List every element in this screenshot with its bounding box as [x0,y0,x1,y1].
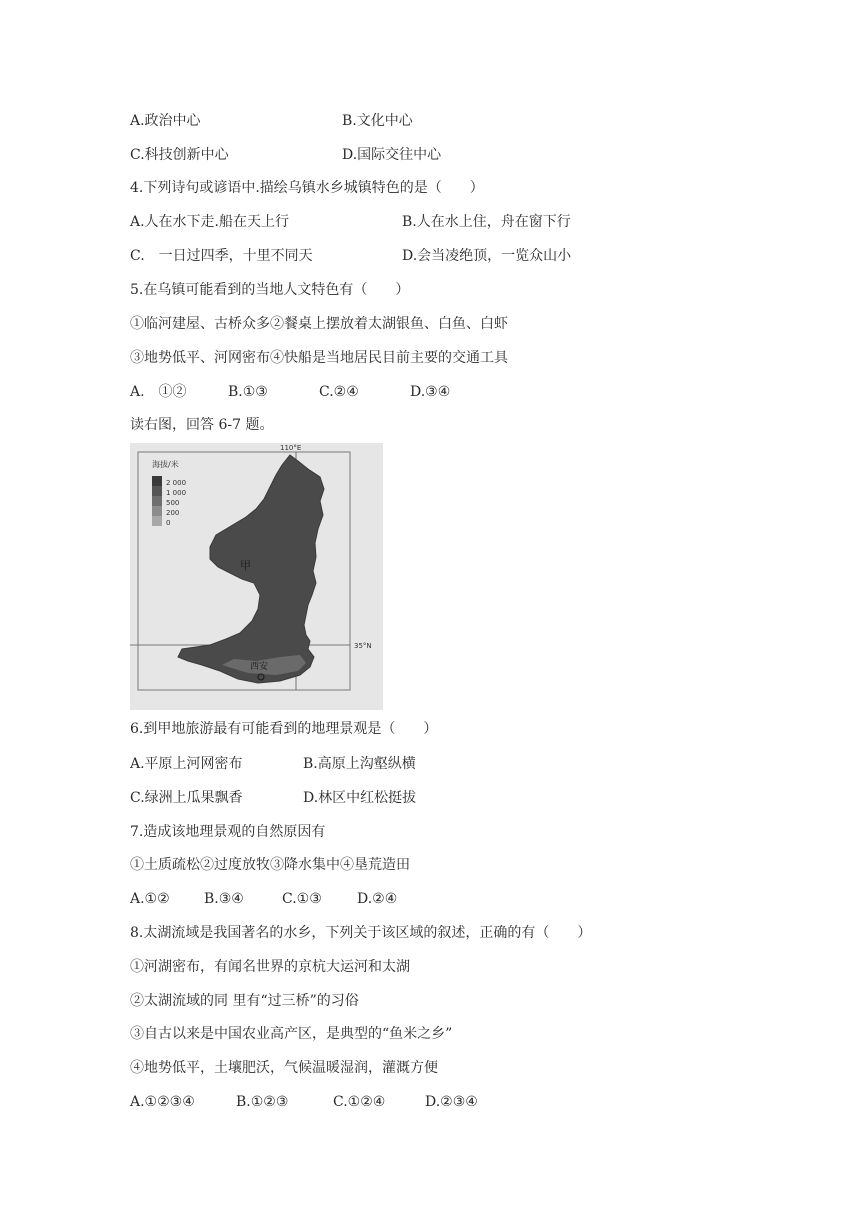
legend-label-2000: 2 000 [166,479,187,487]
q6-option-b: B.高原上沟壑纵横 [303,756,416,772]
q8-option-b: B.①②③ [236,1094,289,1110]
q7-option-a: A.①② [130,891,170,907]
label-jia: 甲 [240,559,251,572]
legend-swatch-2000 [152,476,162,486]
legend-label-200: 200 [166,509,180,517]
legend-swatch-500 [152,496,162,506]
q7-line-1: ①土质疏松②过度放牧③降水集中④垦荒造田 [130,857,410,873]
q5-option-b: B.①③ [228,384,268,400]
q8-line-3: ③自古以来是中国农业高产区，是典型的“鱼米之乡” [130,1026,453,1042]
q7-option-b: B.③④ [204,891,244,907]
q6-option-a: A.平原上河网密布 [130,756,243,772]
legend-title: 海拔/米 [152,460,179,469]
legend-label-500: 500 [166,499,180,507]
q8-stem: 8.太湖流域是我国著名的水乡，下列关于该区域的叙述，正确的有（ ） [130,925,592,941]
q8-line-1: ①河湖密布，有闻名世界的京杭大运河和太湖 [130,959,410,975]
q5-line-2: ③地势低平、河网密布④快船是当地居民目前主要的交通工具 [130,350,508,366]
read-map-instruction: 读右图，回答 6-7 题。 [130,417,274,433]
longitude-label: 110°E [280,444,302,452]
q6-option-d: D.林区中红松挺拔 [303,790,417,806]
label-xian: 西安 [250,662,269,672]
q4-option-d: D.会当凌绝顶，一览众山小 [402,248,572,264]
q3-option-b: B.文化中心 [342,113,413,129]
latitude-label: 35°N [354,642,372,650]
q5-option-a: A. ①② [130,384,187,400]
q6-option-c: C.绿洲上瓜果飘香 [130,790,243,806]
legend-label-1000: 1 000 [166,489,187,497]
q5-option-d: D.③④ [410,384,451,400]
shaanxi-elevation-map [130,443,383,710]
q4-stem: 4.下列诗句或谚语中.描绘乌镇水乡城镇特色的是（ ） [130,180,484,196]
q5-line-1: ①临河建屋、古桥众多②餐桌上摆放着太湖银鱼、白鱼、白虾 [130,316,508,332]
q7-option-d: D.②④ [357,891,398,907]
q3-option-d: D.国际交往中心 [342,147,442,163]
q3-option-a: A.政治中心 [130,113,201,129]
q4-option-c: C. 一日过四季，十里不同天 [130,248,313,264]
legend-label-0: 0 [166,519,171,527]
q6-stem: 6.到甲地旅游最有可能看到的地理景观是（ ） [130,721,438,737]
q5-stem: 5.在乌镇可能看到的当地人文特色有（ ） [130,282,410,298]
q8-line-4: ④地势低平，土壤肥沃，气候温暖湿润，灌溉方便 [130,1060,438,1076]
q7-stem: 7.造成该地理景观的自然原因有 [130,824,326,840]
q8-option-a: A.①②③④ [130,1094,195,1110]
q8-line-2: ②太湖流域的同 里有“过三桥”的习俗 [130,993,359,1009]
legend-swatch-0 [152,516,162,526]
q3-option-c: C.科技创新中心 [130,147,229,163]
legend-swatch-1000 [152,486,162,496]
q8-option-d: D.②③④ [425,1094,478,1110]
q7-option-c: C.①③ [282,891,322,907]
q8-option-c: C.①②④ [333,1094,386,1110]
q4-option-b: B.人在水上住，舟在窗下行 [402,214,571,230]
q5-option-c: C.②④ [319,384,359,400]
legend-swatch-200 [152,506,162,516]
q4-option-a: A.人在水下走.船在天上行 [130,214,290,230]
